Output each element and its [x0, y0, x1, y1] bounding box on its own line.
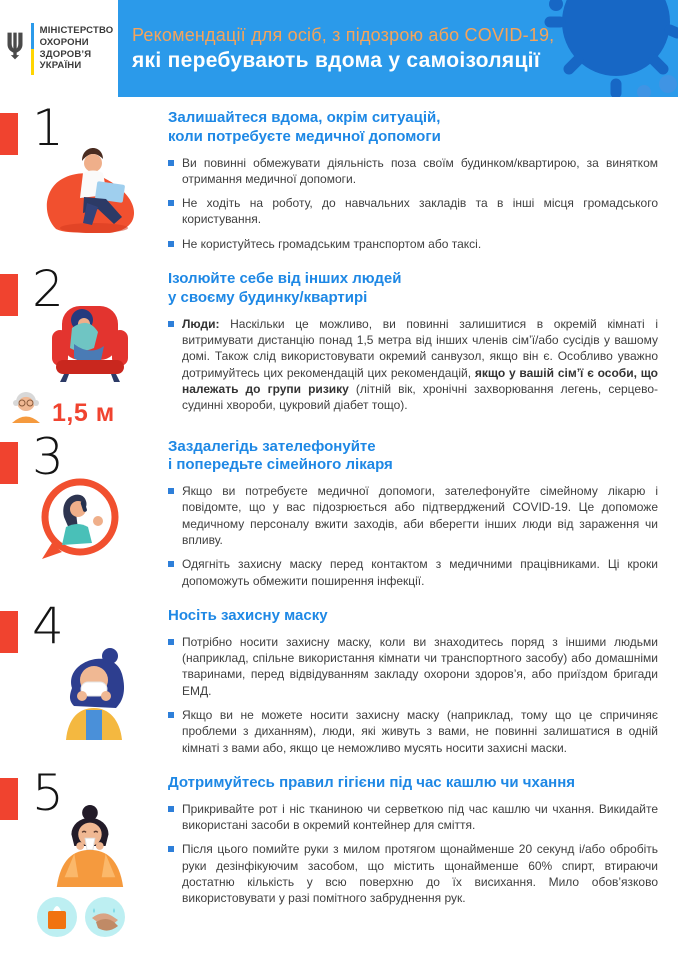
ukraine-trident-icon	[5, 31, 25, 66]
step-content	[168, 434, 678, 597]
bullet-list	[168, 634, 658, 756]
bullet-item	[168, 841, 658, 906]
step-section-2	[0, 260, 678, 428]
step-content	[168, 770, 678, 944]
step-heading: Носіть захисну маску	[168, 606, 328, 624]
step-index-tab	[0, 113, 18, 155]
bullet-item	[168, 236, 658, 252]
bullet-item	[168, 195, 658, 228]
bullet-marker-icon	[168, 160, 174, 166]
bullet-list	[168, 483, 658, 589]
step-content	[168, 266, 678, 428]
ministry-logo	[0, 0, 118, 97]
header-title-line2: які перебувають вдома у самоізоляції	[132, 48, 541, 72]
step-index-tab	[0, 442, 18, 484]
bullet-marker-icon	[168, 639, 174, 645]
bullet-marker-icon	[168, 712, 174, 718]
ministry-name-line: УКРАЇНИ	[39, 60, 82, 72]
step-content	[168, 603, 678, 764]
bullet-marker-icon	[168, 561, 174, 567]
step-left-column	[0, 596, 168, 764]
step-left-column	[0, 763, 168, 944]
bullet-item	[168, 556, 658, 589]
step-left-column	[0, 99, 168, 260]
bullet-list	[168, 801, 658, 907]
illustration-woman-in-armchair	[40, 302, 168, 387]
illustration-woman-wearing-mask	[52, 644, 168, 745]
bullet-item	[168, 801, 658, 834]
step-number: 2	[32, 260, 64, 319]
step-left-column	[0, 427, 168, 597]
step-content	[168, 105, 678, 260]
illustration-person-on-beanbag-with-laptop	[40, 141, 168, 238]
bullet-marker-icon	[168, 321, 174, 327]
step-index-tab	[0, 274, 18, 316]
step-left-column	[0, 260, 168, 428]
bullet-text: Прикривайте рот і ніс тканиною чи серветкою під час кашлю чи чхання. Викидайте використані засоби в окремий контейнер для сміття.	[182, 801, 658, 832]
header-banner	[118, 0, 678, 97]
step-heading: Ізолюйте себе від інших людей у своєму будинку/квартирі	[168, 270, 402, 306]
step-index-tab	[0, 778, 18, 820]
bullet-marker-icon	[168, 806, 174, 812]
step-number: 4	[32, 596, 64, 655]
bullet-text: Ви повинні обмежувати діяльність поза своїм будинком/квартирою, за винятком отримання медичної допомоги.	[182, 155, 658, 186]
step-number: 1	[32, 99, 64, 157]
step-heading: Дотримуйтесь правил гігієни під час кашлю чи чхання	[168, 773, 576, 791]
bullet-list	[168, 155, 658, 253]
header-title-line1: Рекомендації для осіб, з підозрою або COVID-19,	[132, 24, 555, 45]
bullet-item	[168, 707, 658, 756]
step-section-3	[0, 427, 678, 597]
bullet-item	[168, 634, 658, 699]
step-number: 3	[32, 427, 64, 486]
header	[0, 0, 678, 97]
elderly-person-icon	[8, 389, 44, 428]
hygiene-icons	[36, 896, 168, 943]
distance-label: 1,5 м	[52, 398, 115, 427]
bullet-text: Після цього помийте руки з милом протягом щонайменше 20 секунд і/або обробіть руки дезінфікуючим засобом, що містить щонайменше 60% спирт, втираючи достатню кількість у всю поверхню до їх висихання. Мило обов’язково використовувати у разі помітного забруднення рук.	[182, 842, 658, 906]
step-number: 5	[32, 763, 64, 822]
bullet-item	[168, 155, 658, 188]
bullet-marker-icon	[168, 846, 174, 852]
bullet-text: Люди: Наскільки це можливо, ви повинні залишитися в окремій кімнаті і витримувати дистанцію понад 1,5 метра від інших членів сім’ї/або сусідів у вашому домі. Також слід використовувати окремий санвузол, якщо він є. Особливо уважно дотримуйтесь цих рекомендацій цих рекомендацій, якщо у вашій сім’ї є особи, що належать до групи ризику (літній вік, хронічні захворювання легень, серцево-судинні хвороби, цукровий діабет тощо).	[182, 316, 658, 413]
bullet-item	[168, 483, 658, 548]
hand-washing-icon	[84, 896, 126, 943]
bullet-item	[168, 316, 658, 414]
ministry-name-line: МІНІСТЕРСТВО	[39, 25, 114, 37]
bullet-marker-icon	[168, 488, 174, 494]
illustration-phone-call-speech-bubble	[32, 475, 168, 568]
flag-divider	[31, 23, 34, 75]
tissue-box-icon	[36, 896, 78, 943]
step-heading: Залишайтеся вдома, окрім ситуацій, коли потребуєте медичної допомоги	[168, 109, 441, 145]
steps-list	[0, 97, 678, 943]
bullet-text: Не користуйтесь громадським транспортом або таксі.	[182, 236, 482, 251]
ministry-name-line: ОХОРОНИ	[39, 36, 89, 48]
bullet-text: Якщо ви потребуєте медичної допомоги, зателефонуйте сімейному лікарю і повідомте, що у вас підозрюється або підтверджений COVID-19. Це допоможе медичному персоналу вжити заходів, аби вберегти інших люди від зараження чи впливу.	[182, 484, 658, 547]
ministry-name-line: ЗДОРОВ’Я	[39, 48, 92, 60]
step-heading: Заздалегідь зателефонуйте і попередьте сімейного лікаря	[168, 437, 393, 474]
bullet-text: Якщо ви не можете носити захисну маску (наприклад, тому що це спричиняє проблеми з диханням), люди, які живуть з вами, не повинні залишатися в одній кімнаті з вами або, якщо це неможливо мусять носити захисні маски.	[182, 707, 658, 755]
bullet-text: Потрібно носити захисну маску, коли ви знаходитесь поряд з іншими людьми (наприклад, спільне використання кімнати чи транспортного засобу) або домашніми тваринами, перед відвідуванням закладу охорони здоров’я, або приїздом бригади ЕМД.	[182, 634, 658, 698]
bullet-text: Не ходіть на роботу, до навчальних закладів та в інші місця громадського користування.	[182, 196, 658, 227]
step-section-5	[0, 763, 678, 944]
step-section-1	[0, 99, 678, 260]
ministry-name	[40, 25, 114, 71]
distance-indicator	[8, 389, 168, 428]
bullet-text: Одягніть захисну маску перед контактом з медичними працівниками. Ці кроки допоможуть обмежити поширення інфекції.	[182, 557, 658, 588]
bullet-list	[168, 316, 658, 414]
step-section-4	[0, 596, 678, 764]
bullet-marker-icon	[168, 241, 174, 247]
illustration-sneezing-woman-with-tissue	[40, 805, 168, 892]
step-index-tab	[0, 611, 18, 653]
bullet-marker-icon	[168, 200, 174, 206]
